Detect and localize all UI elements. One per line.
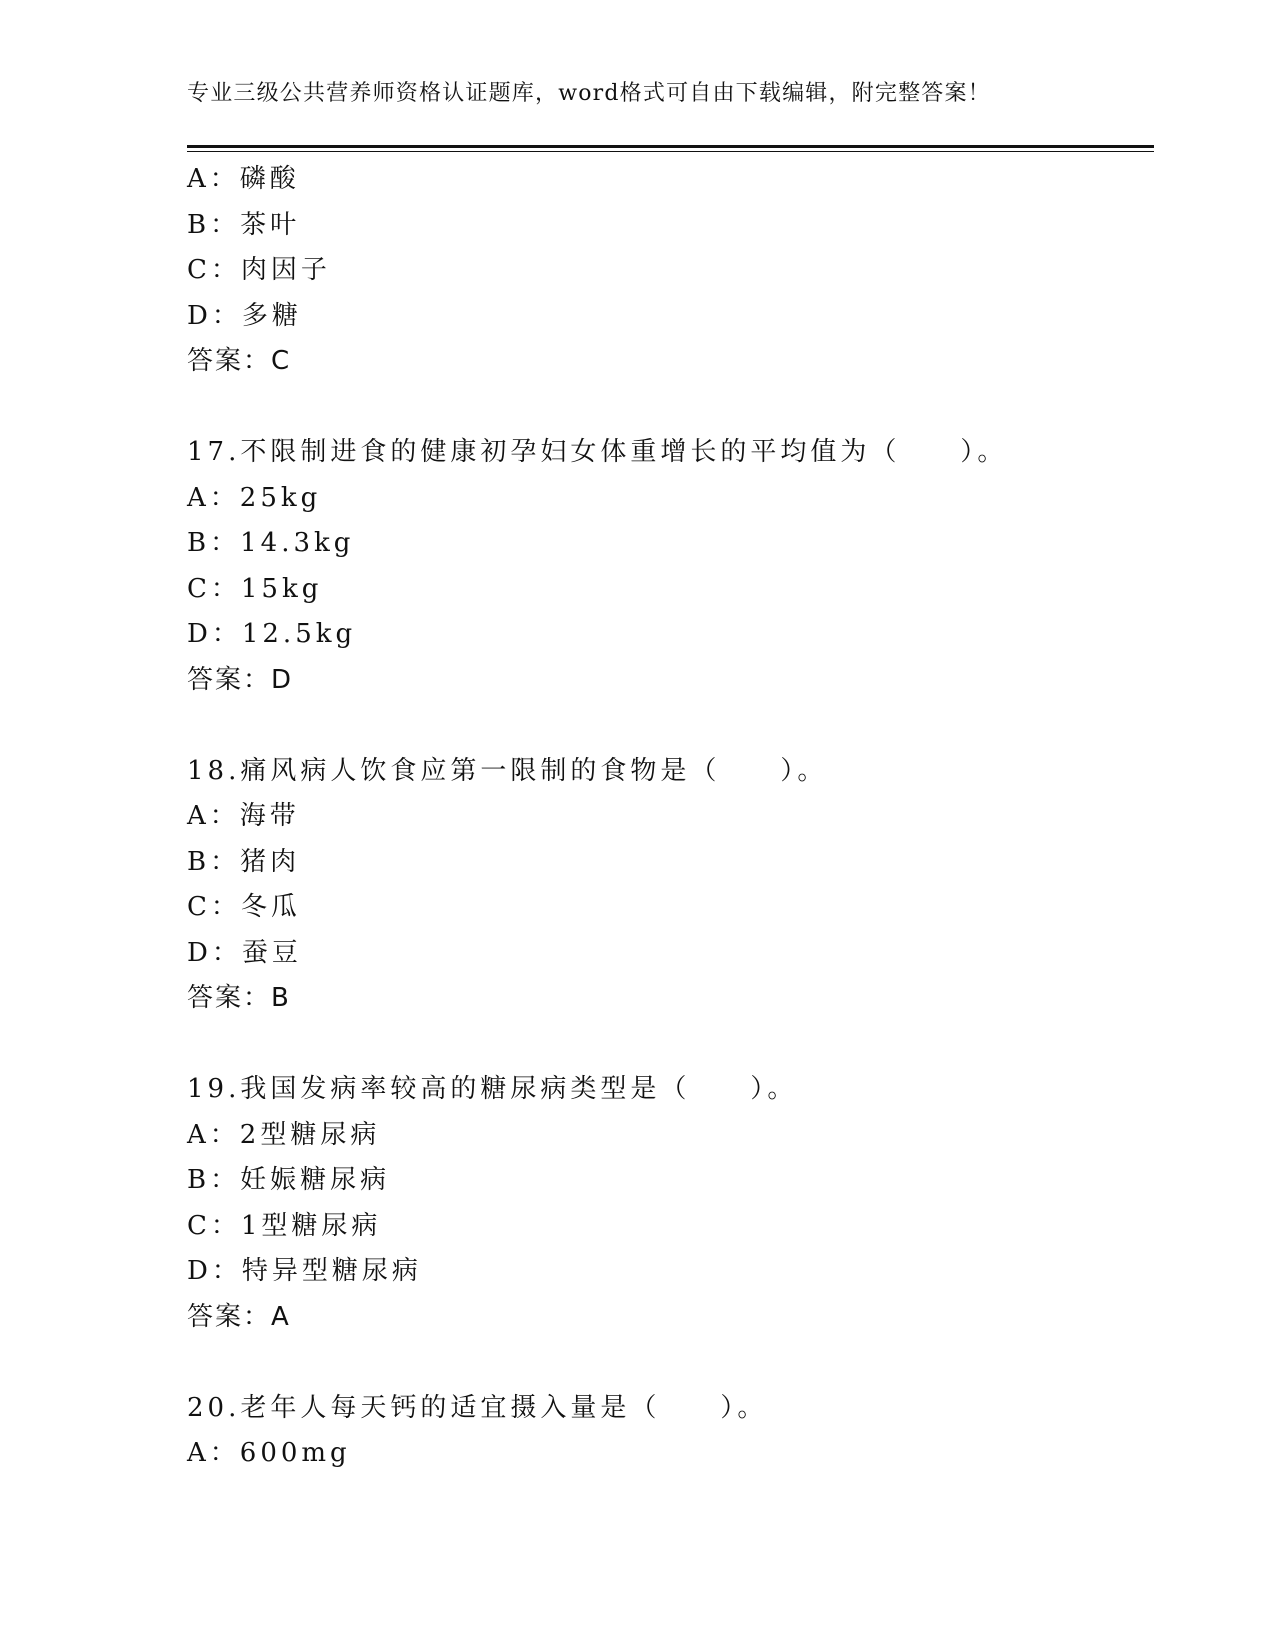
question-17 bbox=[187, 430, 1147, 703]
question-spacer bbox=[187, 703, 1147, 749]
answer-line: 答案：D bbox=[187, 664, 294, 695]
answer-line: 答案：B bbox=[187, 983, 291, 1013]
question-19 bbox=[187, 1067, 1147, 1340]
answer-line: 答案：A bbox=[187, 1301, 291, 1332]
option-c: C：15kg bbox=[187, 573, 323, 604]
option-a: A：磷酸 bbox=[187, 164, 300, 194]
option-a: A：2型糖尿病 bbox=[187, 1119, 381, 1150]
question-stem: 19.我国发病率较高的糖尿病类型是（ ）。 bbox=[187, 1074, 798, 1104]
option-c: C：1型糖尿病 bbox=[187, 1210, 382, 1241]
option-d: D：12.5kg bbox=[187, 619, 357, 649]
option-c: C：冬瓜 bbox=[187, 892, 301, 922]
question-stem: 18.痛风病人饮食应第一限制的食物是（ ）。 bbox=[187, 755, 828, 786]
option-b: B：14.3kg bbox=[187, 528, 355, 558]
carryover-question bbox=[187, 157, 1147, 385]
header-divider bbox=[187, 145, 1154, 152]
option-b: B：茶叶 bbox=[187, 209, 301, 240]
option-d: D：蚕豆 bbox=[187, 937, 302, 968]
question-stem: 20.老年人每天钙的适宜摄入量是（ ）。 bbox=[187, 1392, 768, 1423]
option-c: C：肉因子 bbox=[187, 255, 331, 285]
answer-line: 答案：C bbox=[187, 346, 292, 376]
option-d: D：特异型糖尿病 bbox=[187, 1256, 422, 1286]
question-stem: 17.不限制进食的健康初孕妇女体重增长的平均值为（ ）。 bbox=[187, 437, 1008, 467]
question-spacer bbox=[187, 1022, 1147, 1068]
option-a: A：600mg bbox=[187, 1438, 351, 1468]
option-b: B：猪肉 bbox=[187, 846, 301, 877]
question-spacer bbox=[187, 385, 1147, 431]
question-spacer bbox=[187, 1340, 1147, 1386]
page-header: 专业三级公共营养师资格认证题库，word格式可自由下载编辑，附完整答案！ bbox=[187, 81, 991, 106]
option-d: D：多糖 bbox=[187, 300, 302, 331]
question-18 bbox=[187, 749, 1147, 1022]
option-b: B：妊娠糖尿病 bbox=[187, 1165, 391, 1195]
question-20 bbox=[187, 1386, 1147, 1477]
question-list bbox=[187, 157, 1147, 1477]
option-a: A：25kg bbox=[187, 482, 322, 513]
option-a: A：海带 bbox=[187, 801, 300, 831]
